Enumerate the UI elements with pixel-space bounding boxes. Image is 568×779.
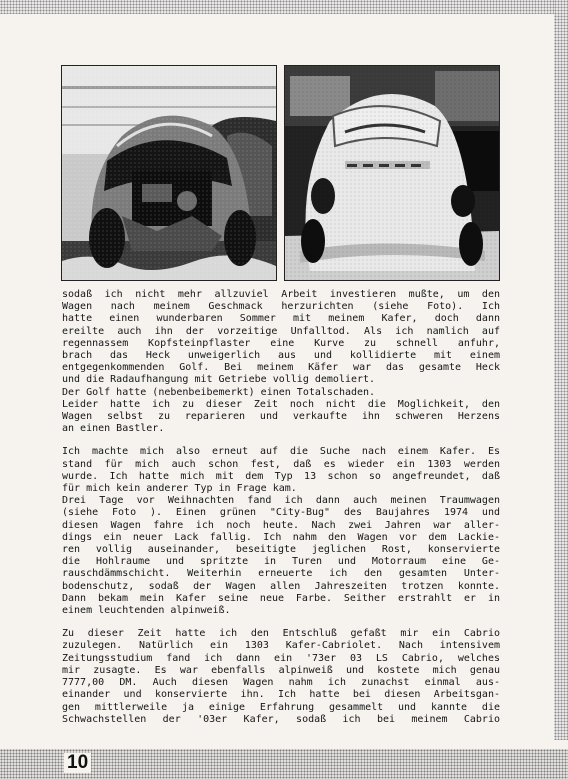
page-number: 10 (64, 753, 91, 773)
text-line: Ich machte mich also erneut auf die Suche nach einem Kafer. Es (62, 446, 500, 458)
text-line: an einen Bastler. (62, 423, 165, 435)
text-line: Leider hatte ich zu dieser Zeit noch nicht die Moglichkeit, den (62, 398, 500, 410)
text-line: zuzulegen. Natürlich ein 1303 Kafer-Cabriolet. Nach intensivem (62, 640, 500, 652)
text-line: für mich kein anderer Typ in Frage kam. (62, 483, 297, 495)
text-line: rauschdämmschicht. Weiterhin erneuerte ich den gesamten Unter- (62, 568, 500, 580)
text-line: Der Golf hatte (nebenbeibemerkt) einen Totalschaden. (62, 386, 376, 398)
text-line: die Hohlraume und spritzte in Turen und Motorraum eine Ge- (62, 556, 500, 568)
text-line: entgegenkommenden Golf. Bei meinem Käfer war das gesamte Heck (62, 362, 500, 374)
halftone-top-edge (0, 0, 568, 14)
text-line: gen mittlerweile ja einige Erfahrung gesammelt und kannte die (62, 701, 500, 713)
photo-snow-beetle (284, 65, 500, 281)
halftone-footer-band (0, 749, 568, 779)
paragraph-3 (62, 628, 500, 726)
text-line: ereilte auch ihn der vorzeitige Unfalltod. Als ich namlich auf (62, 325, 500, 337)
text-line: und die Radaufhangung mit Getriebe vollig demoliert. (62, 374, 376, 386)
text-line: wurde. Ich hatte mich mit dem Typ 13 schon so angefreundet, daß (62, 470, 500, 482)
text-line: Dann bekam mein Kafer seine neue Farbe. Seither erstrahlt er in (62, 592, 500, 604)
text-line: einem leuchtenden alpinweiß. (62, 605, 231, 617)
text-line: einander und konservierte ihn. Ich hatte bei diesen Arbeitsgan- (62, 689, 500, 701)
text-line: bodenschutz, sodaß der Wagen allen Jahreszeiten trotzen konnte. (62, 580, 500, 592)
text-line: stand für mich auch schon fest, daß es wieder ein 1303 werden (62, 458, 500, 470)
text-line: regennassem Kopfsteinpflaster eine Kurve zu schnell anfuhr, (62, 337, 500, 349)
text-line: diesen Wagen fahre ich noch heute. Nach zwei Jahren war aller- (62, 519, 500, 531)
text-line: Wagen selbst zu reparieren und verkaufte ihn schweren Herzens (62, 411, 500, 423)
text-line: Schwachstellen der '03er Kafer, sodaß ich bei meinem Cabrio (62, 713, 500, 725)
text-line: dings ein neuer Lack fallig. Ich nahm den Wagen vor dem Lackie- (62, 531, 500, 543)
text-line: hatte einen wunderbaren Sommer mit meinem Kafer, doch dann (62, 313, 500, 325)
text-line: Zu dieser Zeit hatte ich den Entschluß gefaßt mir ein Cabrio (62, 628, 500, 640)
beetle-snow-covered-photo (285, 66, 499, 280)
text-line: ren vollig auseinander, beseitigte jeglichen Rost, konservierte (62, 544, 500, 556)
paragraph-1 (62, 289, 500, 435)
beetle-rear-damaged-photo (62, 66, 276, 280)
text-line: 7777,00 DM. Auch diesen Wagen nahm ich zunachst einmal aus- (62, 677, 500, 689)
text-line: brach das Heck unweigerlich aus und kollidierte mit einem (62, 350, 500, 362)
photo-damaged-beetle (61, 65, 277, 281)
text-line: Zeitungsstudium fand ich dann ein '73er 03 LS Cabrio, welches (62, 652, 500, 664)
text-line: sodaß ich nicht mehr allzuviel Arbeit investieren mußte, um den (62, 289, 500, 300)
article-text (62, 289, 500, 737)
text-line: mir zusagte. Es war ebenfalls alpinweiß und kostete mich genau (62, 664, 500, 676)
text-line: Drei Tage vor Weihnachten fand ich dann auch meinen Traumwagen (62, 495, 500, 507)
paragraph-2 (62, 446, 500, 617)
text-line: (siehe Foto ). Einen grünen "City-Bug" des Baujahres 1974 und (62, 507, 500, 519)
halftone-right-edge (554, 0, 568, 740)
text-line: Wagen nach meinem Geschmack herzurichten (siehe Foto). Ich (62, 301, 500, 313)
